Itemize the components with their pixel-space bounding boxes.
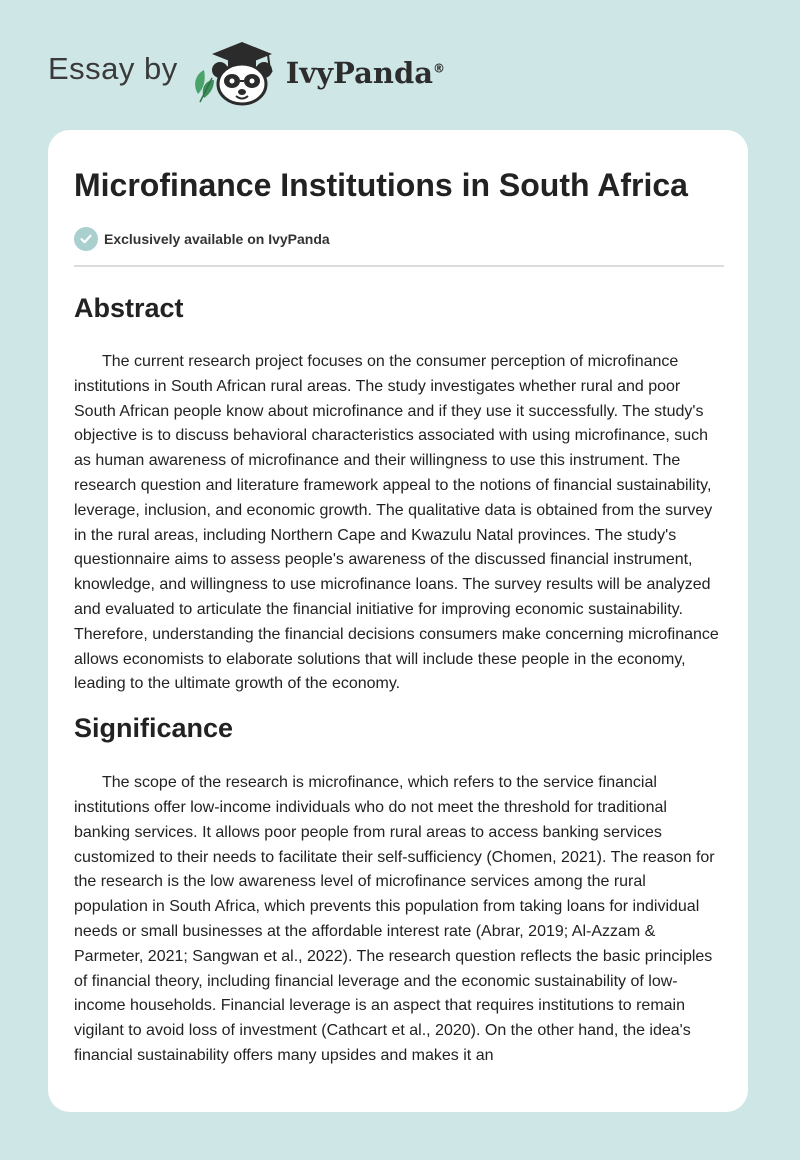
divider — [74, 265, 724, 267]
panda-logo-icon — [190, 36, 282, 108]
brand-header[interactable] — [48, 36, 445, 108]
brand-prefix: Essay by — [48, 51, 178, 86]
check-icon — [74, 227, 98, 251]
section-heading-abstract: Abstract — [74, 293, 184, 323]
page-title: Microfinance Institutions in South Africa — [74, 167, 688, 203]
section-heading-significance: Significance — [74, 713, 234, 744]
document-card — [48, 130, 748, 1112]
exclusive-label: Exclusively available on IvyPanda — [104, 231, 330, 247]
exclusive-badge — [74, 227, 722, 251]
section-text-significance: The scope of the research is microfinance, which refers to the service financial institutions offer low-income individuals who do not meet the threshold for traditional banking services. It allows poor people from rural areas to access banking services customized to their needs to facilitate their self-sufficiency (Chomen, 2021). The reason for the research is the low awareness level of microfinance services among the rural population in South Africa, which prevents this population from taking loans for individual needs or small businesses at the affordable interest rate (Abrar, 2019; Al-Azzam & Parmeter, 2021; Sangwan et al., 2022). The research question reflects the basic principles of financial theory, including financial leverage and the economic sustainability of low-income households. Financial leverage is an aspect that requires institutions to remain vigilant to avoid loss of investment (Cathcart et al., 2020). On the other hand, the idea's financial sustainability offers many upsides and makes it an — [74, 774, 715, 1064]
brand-name: IvyPanda® — [285, 56, 446, 90]
section-text-abstract: The current research project focuses on the consumer perception of microfinance institutions in South African rural areas. The study investigates whether rural and poor South African people know about microfinance and if they use it successfully. The study's objective is to discuss behavioral characteristics associated with using microfinance, such as human awareness of microfinance and their willingness to use this instrument. The research question and literature framework appeal to the notions of financial sustainability, leverage, inclusion, and economic growth. The qualitative data is obtained from the survey in the rural areas, including Northern Cape and Kwazulu Natal provinces. The study's questionnaire aims to assess people's awareness of the discussed financial instrument, knowledge, and willingness to use microfinance loans. The survey results will be analyzed and evaluated to articulate the financial initiative for improving economic sustainability. Therefore, understanding the financial decisions consumers make concerning microfinance allows economists to elaborate solutions that will include these people in the economy, leading to the ultimate growth of the economy. — [74, 353, 719, 693]
